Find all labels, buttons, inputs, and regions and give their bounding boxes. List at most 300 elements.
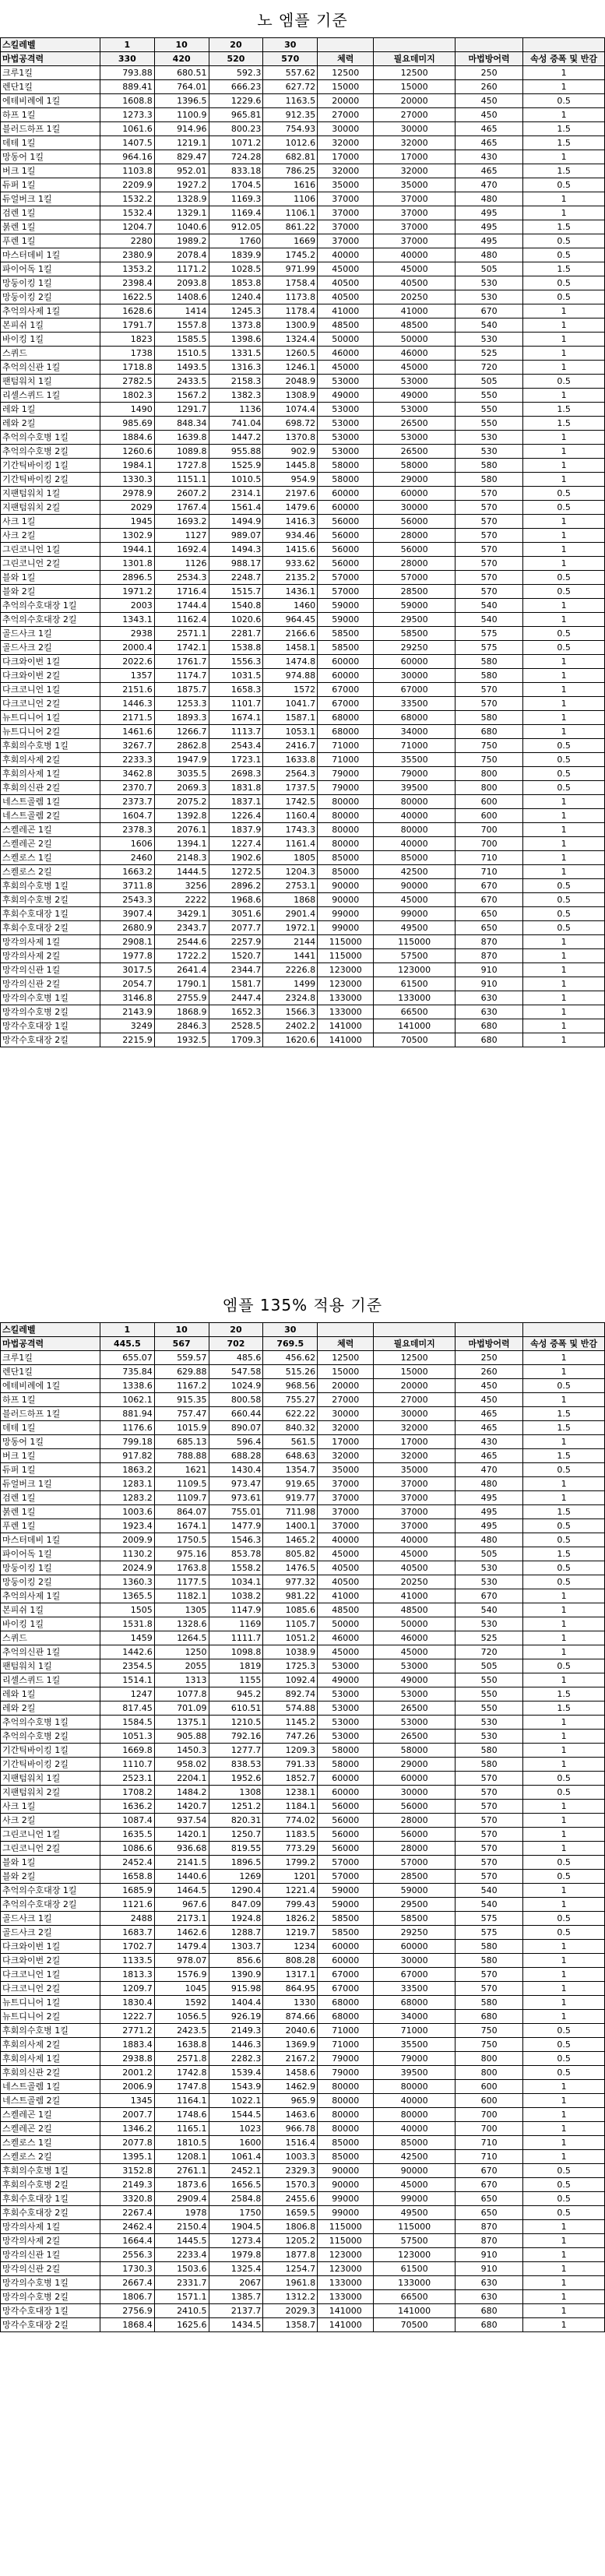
value-cell: 580 bbox=[455, 1940, 522, 1954]
value-cell: 1109.7 bbox=[154, 1491, 209, 1505]
value-cell: 1540.8 bbox=[209, 599, 263, 613]
value-cell: 1436.1 bbox=[263, 585, 318, 599]
value-cell: 1053.1 bbox=[263, 725, 318, 739]
value-cell: 1805 bbox=[263, 851, 318, 865]
value-cell: 250 bbox=[455, 1351, 522, 1365]
value-cell: 2641.4 bbox=[154, 963, 209, 977]
row-label-cell: 후회의수호병 2킬 bbox=[1, 2178, 100, 2192]
value-cell: 711.98 bbox=[263, 1505, 318, 1519]
row-label-cell: 렌단1킬 bbox=[1, 80, 100, 94]
value-cell: 45000 bbox=[374, 893, 456, 907]
value-cell: 2571.1 bbox=[154, 627, 209, 641]
value-cell: 1806.7 bbox=[100, 2290, 154, 2304]
value-cell: 48500 bbox=[374, 318, 456, 333]
value-cell: 750 bbox=[455, 739, 522, 753]
value-cell: 28000 bbox=[374, 1842, 456, 1856]
table-row bbox=[1, 529, 605, 543]
value-cell: 1791.7 bbox=[100, 318, 154, 333]
value-cell: 56000 bbox=[318, 1814, 374, 1828]
table-row bbox=[1, 823, 605, 837]
value-cell: 79000 bbox=[374, 767, 456, 781]
value-cell: 29500 bbox=[374, 1898, 456, 1912]
table-row bbox=[1, 206, 605, 220]
value-cell: 20000 bbox=[374, 94, 456, 108]
value-cell: 1.5 bbox=[523, 1687, 605, 1701]
value-cell: 1460 bbox=[263, 599, 318, 613]
table-row bbox=[1, 641, 605, 655]
row-label-cell: 스켈로스 1킬 bbox=[1, 851, 100, 865]
value-cell: 60000 bbox=[318, 669, 374, 683]
value-cell: 56000 bbox=[318, 543, 374, 557]
value-cell: 1253.3 bbox=[154, 697, 209, 711]
value-cell: 1 bbox=[523, 2150, 605, 2164]
table-row bbox=[1, 2276, 605, 2290]
value-cell: 1.5 bbox=[523, 136, 605, 150]
value-cell bbox=[318, 1323, 374, 1337]
value-cell: 0.5 bbox=[523, 2038, 605, 2052]
value-cell: 1396.5 bbox=[154, 94, 209, 108]
table-row bbox=[1, 1393, 605, 1407]
table-row bbox=[1, 108, 605, 122]
value-cell: 0.5 bbox=[523, 1561, 605, 1575]
row-label-cell: 추억의수호대장 2킬 bbox=[1, 1898, 100, 1912]
value-cell: 1312.2 bbox=[263, 2290, 318, 2304]
value-cell: 0.5 bbox=[523, 739, 605, 753]
value-cell: 46000 bbox=[318, 347, 374, 361]
value-cell: 0.5 bbox=[523, 1772, 605, 1786]
value-cell: 0.5 bbox=[523, 585, 605, 599]
value-cell: 1160.4 bbox=[263, 809, 318, 823]
row-label-cell: 후회수호대장 1킬 bbox=[1, 907, 100, 921]
value-cell: 250 bbox=[455, 66, 522, 80]
value-cell: 1 bbox=[523, 1898, 605, 1912]
value-cell: 853.78 bbox=[209, 1547, 263, 1561]
value-cell: 2938.8 bbox=[100, 2052, 154, 2066]
value-cell: 700 bbox=[455, 2108, 522, 2122]
value-cell: 958.02 bbox=[154, 1758, 209, 1772]
table-row bbox=[1, 2108, 605, 2122]
row-label-cell: 후회의신관 2킬 bbox=[1, 781, 100, 795]
value-cell: 540 bbox=[455, 318, 522, 333]
value-cell: 1051.3 bbox=[100, 1730, 154, 1744]
row-label-cell: 다크코니언 1킬 bbox=[1, 683, 100, 697]
value-cell: 1308 bbox=[209, 1786, 263, 1800]
value-cell: 805.82 bbox=[263, 1547, 318, 1561]
value-cell: 1173.8 bbox=[263, 290, 318, 304]
row-label-cell: 다크코니언 1킬 bbox=[1, 1968, 100, 1982]
value-cell: 1494.3 bbox=[209, 543, 263, 557]
value-cell: 2054.7 bbox=[100, 977, 154, 991]
row-label-cell: 망각의수호병 2킬 bbox=[1, 1005, 100, 1019]
table-row bbox=[1, 248, 605, 262]
value-cell: 1126 bbox=[154, 557, 209, 571]
value-cell: 1204.7 bbox=[100, 220, 154, 234]
value-cell: 2233.4 bbox=[154, 2248, 209, 2262]
value-cell: 2398.4 bbox=[100, 276, 154, 290]
value-cell: 1182.1 bbox=[154, 1589, 209, 1603]
value-cell: 141000 bbox=[374, 2304, 456, 2318]
value-cell: 1738 bbox=[100, 347, 154, 361]
table-row bbox=[1, 192, 605, 206]
value-cell: 1290.4 bbox=[209, 1884, 263, 1898]
value-cell: 0.5 bbox=[523, 2024, 605, 2038]
value-cell: 32000 bbox=[318, 1421, 374, 1435]
table-row bbox=[1, 1828, 605, 1842]
value-cell: 60000 bbox=[318, 487, 374, 501]
value-cell: 1445.5 bbox=[154, 2234, 209, 2248]
row-label-cell: 스켈레곤 2킬 bbox=[1, 837, 100, 851]
value-cell: 0.5 bbox=[523, 571, 605, 585]
value-cell: 1209.7 bbox=[100, 1982, 154, 1996]
value-cell: 0.5 bbox=[523, 2206, 605, 2220]
value-cell: 50000 bbox=[318, 1617, 374, 1631]
table-row bbox=[1, 501, 605, 515]
value-cell: 71000 bbox=[374, 2024, 456, 2038]
row-label-cell: 후회의수호병 1킬 bbox=[1, 879, 100, 893]
value-cell: 1 bbox=[523, 1617, 605, 1631]
value-cell: 85000 bbox=[318, 2136, 374, 2150]
value-cell: 10 bbox=[154, 38, 209, 52]
table-row bbox=[1, 2220, 605, 2234]
value-cell: 1 bbox=[523, 851, 605, 865]
value-cell: 1.5 bbox=[523, 1701, 605, 1716]
table-row bbox=[1, 1019, 605, 1033]
value-cell: 133000 bbox=[318, 2276, 374, 2290]
row-label-cell: 망동어 1킬 bbox=[1, 150, 100, 164]
value-cell: 1571.1 bbox=[154, 2290, 209, 2304]
value-cell: 2226.8 bbox=[263, 963, 318, 977]
value-cell: 1.5 bbox=[523, 403, 605, 417]
value-cell: 1539.4 bbox=[209, 2066, 263, 2080]
value-cell: 580 bbox=[455, 655, 522, 669]
value-cell: 53000 bbox=[318, 431, 374, 445]
value-cell: 670 bbox=[455, 879, 522, 893]
value-cell: 1031.5 bbox=[209, 669, 263, 683]
value-cell: 1161.4 bbox=[263, 837, 318, 851]
table-row bbox=[1, 1744, 605, 1758]
row-label-cell: 리셀스퀴드 1킬 bbox=[1, 1673, 100, 1687]
value-cell: 1178.4 bbox=[263, 304, 318, 318]
value-cell: 133000 bbox=[374, 991, 456, 1005]
value-cell: 1434.5 bbox=[209, 2318, 263, 2332]
value-cell: 1450.3 bbox=[154, 1744, 209, 1758]
row-label-cell: 하프 1킬 bbox=[1, 108, 100, 122]
value-cell: 1 bbox=[523, 529, 605, 543]
value-cell: 1875.7 bbox=[154, 683, 209, 697]
value-cell: 123000 bbox=[374, 2248, 456, 2262]
value-cell: 1685.9 bbox=[100, 1884, 154, 1898]
value-cell: 1663.2 bbox=[100, 865, 154, 879]
value-cell: 1852.7 bbox=[263, 1772, 318, 1786]
value-cell: 769.5 bbox=[263, 1337, 318, 1351]
value-cell: 2257.9 bbox=[209, 935, 263, 949]
value-cell: 1742.1 bbox=[154, 641, 209, 655]
value-cell: 561.5 bbox=[263, 1435, 318, 1449]
value-cell: 123000 bbox=[318, 2262, 374, 2276]
row-label-cell: 듀퍼 1킬 bbox=[1, 1463, 100, 1477]
row-label-cell: 망각의사제 1킬 bbox=[1, 2220, 100, 2234]
value-cell: 1 bbox=[523, 2248, 605, 2262]
value-cell: 1750 bbox=[209, 2206, 263, 2220]
value-cell: 570 bbox=[455, 585, 522, 599]
table-row bbox=[1, 2192, 605, 2206]
value-cell: 99000 bbox=[318, 2206, 374, 2220]
value-cell: 1343.1 bbox=[100, 613, 154, 627]
section-no-amp bbox=[0, 0, 605, 1262]
table-row bbox=[1, 837, 605, 851]
table-row bbox=[1, 1379, 605, 1393]
value-cell: 1246.1 bbox=[263, 361, 318, 375]
value-cell: 40500 bbox=[374, 276, 456, 290]
table-row bbox=[1, 1631, 605, 1645]
value-cell: 1416.3 bbox=[263, 515, 318, 529]
row-label-cell: 뉴트디니어 2킬 bbox=[1, 725, 100, 739]
row-label-cell: 그린코니언 2킬 bbox=[1, 1842, 100, 1856]
value-cell: 525 bbox=[455, 1631, 522, 1645]
value-cell: 2447.4 bbox=[209, 991, 263, 1005]
value-cell: 1395.1 bbox=[100, 2150, 154, 2164]
value-cell: 680.51 bbox=[154, 66, 209, 80]
value-cell: 1219.1 bbox=[154, 136, 209, 150]
value-cell: 1 bbox=[523, 1631, 605, 1645]
value-cell: 1414 bbox=[154, 304, 209, 318]
value-cell: 870 bbox=[455, 2220, 522, 2234]
value-cell: 12500 bbox=[318, 66, 374, 80]
value-cell: 1531.8 bbox=[100, 1617, 154, 1631]
value-cell: 1041.7 bbox=[263, 697, 318, 711]
value-cell: 495 bbox=[455, 1505, 522, 1519]
value-cell: 1302.9 bbox=[100, 529, 154, 543]
value-cell: 37000 bbox=[318, 206, 374, 220]
value-cell: 799.18 bbox=[100, 1435, 154, 1449]
value-cell: 580 bbox=[455, 669, 522, 683]
value-cell: 1961.8 bbox=[263, 2276, 318, 2290]
value-cell: 30000 bbox=[374, 122, 456, 136]
table-row bbox=[1, 2080, 605, 2094]
value-cell: 1.5 bbox=[523, 1505, 605, 1519]
damage-table bbox=[0, 37, 605, 1047]
value-cell: 570 bbox=[455, 515, 522, 529]
value-cell bbox=[374, 1323, 456, 1337]
row-label-cell: 후회의사제 1킬 bbox=[1, 2052, 100, 2066]
value-cell: 952.01 bbox=[154, 164, 209, 178]
value-cell: 557.62 bbox=[263, 66, 318, 80]
row-label-cell: 후회의수호병 2킬 bbox=[1, 893, 100, 907]
value-cell: 12500 bbox=[374, 66, 456, 80]
value-cell: 1283.1 bbox=[100, 1477, 154, 1491]
value-cell: 2343.7 bbox=[154, 921, 209, 935]
table-row bbox=[1, 557, 605, 571]
value-cell: 115000 bbox=[318, 949, 374, 963]
value-cell: 1 bbox=[523, 2080, 605, 2094]
value-cell: 1234 bbox=[263, 1940, 318, 1954]
value-cell: 861.22 bbox=[263, 220, 318, 234]
value-cell: 1 bbox=[523, 1033, 605, 1047]
value-cell: 937.54 bbox=[154, 1814, 209, 1828]
row-label-cell: 지팬텀워치 1킬 bbox=[1, 487, 100, 501]
value-cell: 1071.2 bbox=[209, 136, 263, 150]
value-cell: 800 bbox=[455, 2052, 522, 2066]
value-cell: 1 bbox=[523, 2262, 605, 2276]
value-cell: 1543.9 bbox=[209, 2080, 263, 2094]
value-cell: 847.09 bbox=[209, 1898, 263, 1912]
value-cell: 698.72 bbox=[263, 417, 318, 431]
value-cell: 1608.8 bbox=[100, 94, 154, 108]
row-label-cell: 네스트골렘 2킬 bbox=[1, 809, 100, 823]
value-cell: 37000 bbox=[374, 1477, 456, 1491]
value-cell: 0.5 bbox=[523, 879, 605, 893]
value-cell: 570 bbox=[455, 683, 522, 697]
value-cell: 505 bbox=[455, 1659, 522, 1673]
value-cell: 1806.8 bbox=[263, 2220, 318, 2234]
value-cell: 2282.3 bbox=[209, 2052, 263, 2066]
value-cell: 680 bbox=[455, 2318, 522, 2332]
value-cell: 2267.4 bbox=[100, 2206, 154, 2220]
value-cell: 540 bbox=[455, 613, 522, 627]
row-label-cell: 사크 2킬 bbox=[1, 1814, 100, 1828]
value-cell: 37000 bbox=[374, 1519, 456, 1533]
value-cell: 1 bbox=[523, 795, 605, 809]
value-cell: 37000 bbox=[374, 1491, 456, 1505]
value-cell: 912.05 bbox=[209, 220, 263, 234]
table-row bbox=[1, 613, 605, 627]
value-cell: 37000 bbox=[318, 1477, 374, 1491]
value-cell: 37000 bbox=[318, 220, 374, 234]
row-label-cell: 본피쉬 1킬 bbox=[1, 318, 100, 333]
value-cell: 80000 bbox=[318, 823, 374, 837]
value-cell: 720 bbox=[455, 361, 522, 375]
value-cell: 580 bbox=[455, 459, 522, 473]
value-cell: 80000 bbox=[318, 2080, 374, 2094]
value-cell: 917.82 bbox=[100, 1449, 154, 1463]
row-label-cell: 붉렌 1킬 bbox=[1, 1505, 100, 1519]
value-cell: 1245.3 bbox=[209, 304, 263, 318]
table-row bbox=[1, 2094, 605, 2108]
row-label-cell: 후회수호대장 2킬 bbox=[1, 921, 100, 935]
table-row bbox=[1, 136, 605, 150]
row-label-cell: 망둥이킹 2킬 bbox=[1, 1575, 100, 1589]
value-cell: 1 bbox=[523, 150, 605, 164]
value-cell: 530 bbox=[455, 1617, 522, 1631]
value-cell: 0.5 bbox=[523, 1659, 605, 1673]
value-cell: 61500 bbox=[374, 2262, 456, 2276]
value-cell: 30000 bbox=[374, 501, 456, 515]
value-cell: 체력 bbox=[318, 52, 374, 66]
value-cell: 90000 bbox=[374, 2164, 456, 2178]
value-cell: 53000 bbox=[374, 1716, 456, 1730]
value-cell: 1 bbox=[523, 361, 605, 375]
value-cell: 567 bbox=[154, 1337, 209, 1351]
value-cell: 600 bbox=[455, 2094, 522, 2108]
value-cell: 1167.2 bbox=[154, 1379, 209, 1393]
row-label-cell: 후회수호대장 1킬 bbox=[1, 2192, 100, 2206]
table-row bbox=[1, 921, 605, 935]
row-label-cell: 지팬텀워치 2킬 bbox=[1, 501, 100, 515]
value-cell: 0.5 bbox=[523, 248, 605, 262]
value-cell: 630 bbox=[455, 2290, 522, 2304]
value-cell: 965.9 bbox=[263, 2094, 318, 2108]
row-label-cell: 레와 2킬 bbox=[1, 417, 100, 431]
value-cell: 1802.3 bbox=[100, 389, 154, 403]
value-cell: 2024.9 bbox=[100, 1561, 154, 1575]
value-cell: 800 bbox=[455, 767, 522, 781]
value-cell: 848.34 bbox=[154, 417, 209, 431]
value-cell: 1106 bbox=[263, 192, 318, 206]
table-row bbox=[1, 1547, 605, 1561]
value-cell: 1465.2 bbox=[263, 1533, 318, 1547]
value-cell: 1 bbox=[523, 2122, 605, 2136]
value-cell: 53000 bbox=[318, 1716, 374, 1730]
value-cell: 2380.9 bbox=[100, 248, 154, 262]
value-cell: 1790.1 bbox=[154, 977, 209, 991]
row-label-cell: 다크코니언 2킬 bbox=[1, 697, 100, 711]
value-cell: 773.29 bbox=[263, 1842, 318, 1856]
value-cell: 60000 bbox=[318, 1954, 374, 1968]
value-cell: 1392.8 bbox=[154, 809, 209, 823]
row-label-cell: 렌단1킬 bbox=[1, 1365, 100, 1379]
value-cell: 1162.4 bbox=[154, 613, 209, 627]
value-cell: 570 bbox=[455, 1870, 522, 1884]
value-cell: 1557.8 bbox=[154, 318, 209, 333]
value-cell: 2410.5 bbox=[154, 2304, 209, 2318]
value-cell: 60000 bbox=[318, 1940, 374, 1954]
value-cell: 971.99 bbox=[263, 262, 318, 276]
value-cell: 974.88 bbox=[263, 669, 318, 683]
value-cell: 57000 bbox=[318, 1870, 374, 1884]
value-cell: 0.5 bbox=[523, 501, 605, 515]
value-cell: 1360.3 bbox=[100, 1575, 154, 1589]
table-row bbox=[1, 935, 605, 949]
value-cell: 570 bbox=[455, 1772, 522, 1786]
value-cell: 570 bbox=[455, 1814, 522, 1828]
value-cell: 0.5 bbox=[523, 1786, 605, 1800]
value-cell: 1.5 bbox=[523, 1449, 605, 1463]
value-cell: 1944.1 bbox=[100, 543, 154, 557]
value-cell: 0.5 bbox=[523, 641, 605, 655]
value-cell: 46000 bbox=[318, 1631, 374, 1645]
value-cell: 1169.4 bbox=[209, 206, 263, 220]
value-cell: 41000 bbox=[318, 1589, 374, 1603]
value-cell: 33500 bbox=[374, 1982, 456, 1996]
value-cell: 60000 bbox=[318, 501, 374, 515]
value-cell: 60000 bbox=[374, 1772, 456, 1786]
value-cell: 1365.5 bbox=[100, 1589, 154, 1603]
value-cell: 1868.9 bbox=[154, 1005, 209, 1019]
value-cell: 1831.8 bbox=[209, 781, 263, 795]
value-cell: 817.45 bbox=[100, 1701, 154, 1716]
value-cell: 964.16 bbox=[100, 150, 154, 164]
value-cell: 1089.8 bbox=[154, 445, 209, 459]
value-cell: 530 bbox=[455, 1575, 522, 1589]
value-cell: 1 bbox=[523, 557, 605, 571]
value-cell: 800 bbox=[455, 781, 522, 795]
value-cell: 1445.8 bbox=[263, 459, 318, 473]
value-cell: 1020.6 bbox=[209, 613, 263, 627]
value-cell: 1 bbox=[523, 599, 605, 613]
value-cell: 123000 bbox=[318, 963, 374, 977]
value-cell: 1.5 bbox=[523, 262, 605, 276]
value-cell: 1 bbox=[523, 1491, 605, 1505]
value-cell: 1625.6 bbox=[154, 2318, 209, 2332]
value-cell: 58500 bbox=[318, 1912, 374, 1926]
value-cell: 260 bbox=[455, 80, 522, 94]
row-label-cell: 기간틱바이킹 2킬 bbox=[1, 1758, 100, 1772]
row-label-cell: 스켈레곤 1킬 bbox=[1, 823, 100, 837]
value-cell: 485.6 bbox=[209, 1351, 263, 1365]
value-cell: 49000 bbox=[374, 1673, 456, 1687]
value-cell: 15000 bbox=[318, 1365, 374, 1379]
value-cell: 2001.2 bbox=[100, 2066, 154, 2080]
